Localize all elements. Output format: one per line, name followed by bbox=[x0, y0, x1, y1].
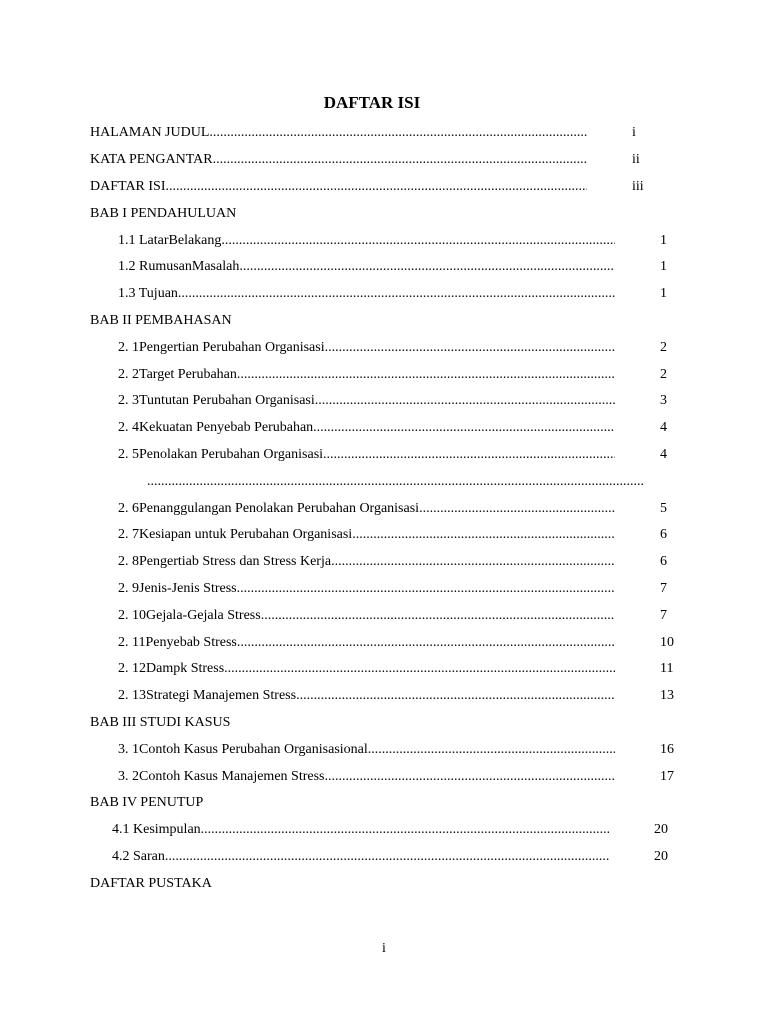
toc-entry-page: 1 bbox=[660, 286, 667, 302]
toc-entry-text bbox=[90, 554, 615, 570]
toc-entry-page: 4 bbox=[660, 420, 667, 436]
toc-entry-label: BAB IV PENUTUP bbox=[90, 795, 204, 811]
toc-entry bbox=[90, 308, 670, 335]
toc-entry bbox=[90, 576, 670, 603]
dot-leader bbox=[315, 393, 615, 409]
toc-entry-label: Strategi Manajemen Stress bbox=[146, 688, 297, 704]
toc-entry-page: 6 bbox=[660, 527, 667, 543]
toc-entry-page: 17 bbox=[660, 768, 674, 784]
dot-leader bbox=[221, 233, 615, 249]
toc-entry-number: 2. 8 bbox=[118, 554, 139, 570]
dot-leader bbox=[237, 367, 615, 383]
toc-entry-label: Pengertian Perubahan Organisasi bbox=[139, 339, 325, 355]
toc-entry-text bbox=[90, 635, 615, 651]
toc-entry-label: Penanggulangan Penolakan Perubahan Organisasi bbox=[139, 500, 420, 516]
toc-entry bbox=[90, 870, 670, 897]
toc-entry-label: Kesiapan untuk Perubahan Organisasi bbox=[139, 527, 353, 543]
toc-entry-text bbox=[90, 474, 644, 490]
toc-entry-number: 2. 7 bbox=[118, 527, 139, 543]
toc-entry-page: 4 bbox=[660, 446, 667, 462]
toc-entry-text bbox=[90, 769, 615, 785]
toc-entry-text bbox=[90, 688, 615, 704]
dot-leader bbox=[166, 179, 588, 195]
toc-entry-number: 3. 1 bbox=[118, 741, 139, 757]
toc-entry bbox=[90, 361, 670, 388]
toc-entry-label: Penyebab Stress bbox=[145, 634, 237, 650]
toc-entry-label: Pengertiab Stress dan Stress Kerja bbox=[139, 554, 332, 570]
toc-entry-page: iii bbox=[632, 178, 644, 194]
dot-leader bbox=[324, 769, 615, 785]
toc-entry bbox=[90, 468, 670, 495]
dot-leader bbox=[237, 635, 615, 651]
toc-entry bbox=[90, 227, 670, 254]
toc-entry-text bbox=[90, 795, 587, 811]
toc-entry bbox=[90, 442, 670, 469]
toc-entry-page: 2 bbox=[660, 339, 667, 355]
toc-entry bbox=[90, 174, 670, 201]
toc-entry-text bbox=[90, 340, 615, 356]
toc-entry-label: Jenis-Jenis Stress bbox=[139, 580, 237, 596]
dot-leader bbox=[419, 501, 615, 517]
toc-entry bbox=[90, 710, 670, 737]
toc-entry-number: 2. 11 bbox=[118, 634, 146, 650]
toc-entry-number: 2. 12 bbox=[118, 661, 146, 677]
toc-entry-label: Contoh Kasus Manajemen Stress bbox=[139, 768, 325, 784]
toc-entry-page: 1 bbox=[660, 259, 667, 275]
dot-leader bbox=[178, 286, 615, 302]
toc-entry-text bbox=[90, 822, 609, 838]
toc-entry-page: 20 bbox=[654, 848, 668, 864]
toc-entry bbox=[90, 254, 670, 281]
toc-entry-text bbox=[90, 661, 615, 677]
toc-entry bbox=[90, 683, 674, 710]
toc-entry bbox=[90, 844, 670, 871]
toc-entry-text bbox=[90, 125, 587, 141]
toc-entry-text bbox=[90, 286, 615, 302]
dot-leader bbox=[296, 688, 615, 704]
toc-entry-label: Target Perubahan bbox=[139, 366, 237, 382]
toc-entry-text bbox=[90, 206, 587, 222]
toc-entry-text bbox=[90, 742, 615, 758]
dot-leader bbox=[209, 125, 587, 141]
toc-entry-number: 2. 10 bbox=[118, 607, 146, 623]
toc-entry bbox=[90, 602, 670, 629]
toc-entry-label: BAB I PENDAHULUAN bbox=[90, 205, 237, 221]
toc-entry bbox=[90, 549, 670, 576]
toc-entry-number: 2. 5 bbox=[118, 446, 139, 462]
toc-entry-label: 4.2 Saran bbox=[112, 848, 165, 864]
toc-entry-label: Kekuatan Penyebab Perubahan bbox=[139, 420, 314, 436]
toc-entry bbox=[90, 200, 670, 227]
dot-leader bbox=[213, 152, 587, 168]
toc-entry-page: 16 bbox=[660, 741, 674, 757]
toc-entry-text bbox=[90, 608, 615, 624]
toc-entry-text bbox=[90, 233, 615, 249]
toc-entry-label: BAB II PEMBAHASAN bbox=[90, 312, 232, 328]
toc-entry-text bbox=[90, 527, 615, 543]
toc-entry-text bbox=[90, 715, 587, 731]
toc-entry-label: KATA PENGANTAR bbox=[90, 152, 213, 168]
toc-entry-text bbox=[90, 420, 615, 436]
dot-leader bbox=[224, 661, 615, 677]
toc-entry-label: BAB III STUDI KASUS bbox=[90, 714, 231, 730]
toc-entry bbox=[90, 147, 670, 174]
toc-entry bbox=[90, 656, 674, 683]
toc-entry-text bbox=[90, 876, 587, 892]
toc-entry-number: 3. 2 bbox=[118, 768, 139, 784]
dot-leader bbox=[239, 259, 615, 275]
toc-entry-number: 2. 13 bbox=[118, 688, 146, 704]
toc-entry-label: 4.1 Kesimpulan bbox=[112, 822, 201, 838]
dot-leader bbox=[147, 474, 644, 490]
toc-entry-text bbox=[90, 447, 615, 463]
toc-entry-label: DAFTAR PUSTAKA bbox=[90, 875, 212, 891]
toc-entry-page: 10 bbox=[660, 634, 674, 650]
dot-leader bbox=[165, 849, 609, 865]
toc-entry bbox=[90, 522, 670, 549]
toc-entry bbox=[90, 763, 674, 790]
dot-leader bbox=[352, 527, 615, 543]
toc-entry-number: 2. 1 bbox=[118, 339, 139, 355]
toc-entry-label: Tuntutan Perubahan Organisasi bbox=[139, 393, 315, 409]
toc-entry-page: 2 bbox=[660, 366, 667, 382]
toc-entry-label: 1.3 Tujuan bbox=[118, 286, 178, 302]
toc-entry-text bbox=[90, 849, 609, 865]
dot-leader bbox=[325, 340, 615, 356]
toc-entry-label: Contoh Kasus Perubahan Organisasional bbox=[139, 741, 368, 757]
dot-leader bbox=[313, 420, 615, 436]
toc-entry-page: 3 bbox=[660, 393, 667, 409]
toc-entry-label: Dampk Stress bbox=[146, 661, 225, 677]
toc-entry bbox=[90, 120, 670, 147]
toc-entry-label: Penolakan Perubahan Organisasi bbox=[139, 446, 324, 462]
dot-leader bbox=[323, 447, 615, 463]
toc-entry-page: i bbox=[632, 125, 636, 141]
toc-entry bbox=[90, 415, 670, 442]
toc-entry bbox=[90, 817, 670, 844]
toc-entry-text bbox=[90, 179, 587, 195]
toc-entry-number: 2. 9 bbox=[118, 580, 139, 596]
toc-entry-text bbox=[90, 581, 615, 597]
toc-entry-number: 2. 3 bbox=[118, 393, 139, 409]
toc-entry bbox=[90, 334, 670, 361]
toc-entry bbox=[90, 495, 670, 522]
toc-entry-label: DAFTAR ISI bbox=[90, 178, 166, 194]
toc-entry-page: 7 bbox=[660, 607, 667, 623]
toc-entry-text bbox=[90, 152, 587, 168]
toc-entry-label: Gejala-Gejala Stress bbox=[146, 607, 261, 623]
toc-entry-label: HALAMAN JUDUL bbox=[90, 125, 210, 141]
toc-entry-page: ii bbox=[632, 152, 640, 168]
toc-entry-text bbox=[90, 393, 615, 409]
toc-entry bbox=[90, 388, 670, 415]
page-number: i bbox=[382, 941, 386, 956]
toc-entry-number: 2. 4 bbox=[118, 420, 139, 436]
toc-entry-text bbox=[90, 259, 615, 275]
toc-entry-page: 20 bbox=[654, 822, 668, 838]
dot-leader bbox=[331, 554, 615, 570]
toc-entry bbox=[90, 790, 670, 817]
toc-entry-page: 7 bbox=[660, 580, 667, 596]
toc-entry-label: 1.1 LatarBelakang bbox=[118, 232, 222, 248]
toc-entry-page: 5 bbox=[660, 500, 667, 516]
table-of-contents bbox=[90, 120, 674, 897]
toc-entry-text bbox=[90, 313, 587, 329]
toc-entry bbox=[90, 629, 674, 656]
toc-entry-number: 2. 6 bbox=[118, 500, 139, 516]
toc-entry-text bbox=[90, 501, 615, 517]
toc-entry bbox=[90, 281, 670, 308]
toc-entry-label: 1.2 RumusanMasalah bbox=[118, 259, 240, 275]
toc-entry-text bbox=[90, 367, 615, 383]
dot-leader bbox=[237, 581, 615, 597]
toc-entry-page: 11 bbox=[660, 661, 674, 677]
toc-entry bbox=[90, 736, 674, 763]
toc-entry-number: 2. 2 bbox=[118, 366, 139, 382]
toc-entry-page: 1 bbox=[660, 232, 667, 248]
toc-entry-page: 13 bbox=[660, 688, 674, 704]
dot-leader bbox=[368, 742, 615, 758]
dot-leader bbox=[261, 608, 615, 624]
toc-entry-page: 6 bbox=[660, 554, 667, 570]
page-title: DAFTAR ISI bbox=[323, 93, 421, 112]
dot-leader bbox=[201, 822, 609, 838]
